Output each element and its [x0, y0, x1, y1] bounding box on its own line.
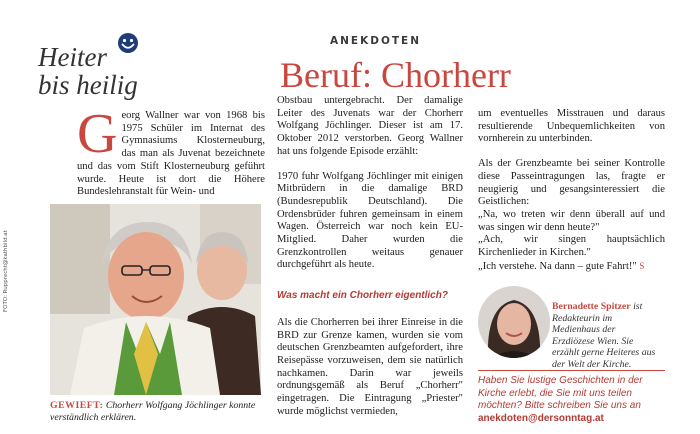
subheading: Was macht ein Chorherr eigentlich?: [277, 290, 448, 302]
smiley-icon: [117, 32, 139, 54]
paragraph: Obstbau untergebracht. Der damalige Leiter des Juvenats war der Chorherr Wolfgang Jöchlinger. Dieser ist am 17. Oktober 2012 verstorben. Georg Wallner hat uns folgende Episode erzählt:: [277, 95, 463, 157]
author-description: ist Redakteurin im Medienhaus der Erzdiözese Wien. Sie erzählt gerne Heiteres aus der Welt der Kirche.: [552, 301, 656, 370]
caption-text: Chorherr Wolfgang Jöchlinger konnte verständlich erklären.: [50, 400, 256, 423]
author-name: Bernadette Spitzer: [552, 301, 631, 312]
paragraph: Als der Grenzbeamte bei seiner Kontrolle diese Passeintragungen las, fragte er neugierig und gesangsinteressiert die Geistlichen:: [478, 158, 665, 208]
paragraph: Als die Chorherren bei ihrer Einreise in die BRD zur Grenze kamen, wurden sie vom deutschen Grenzbeamten aufgefordert, ihre Reisepässe vorzuweisen, dem sie natürlich nachkamen. Darin war jeweils ordnungsgemäß als Beruf „Chorherr" eingetragen. Die Eintragung „Priester" wurde möglichst vermieden,: [277, 316, 463, 417]
reader-call-to-action: [478, 375, 668, 425]
quote: „Ach, wir singen hauptsächlich Kirchenlieder in Kirchen.": [478, 234, 665, 259]
article-column-3: [478, 108, 665, 273]
article-headline: Beruf: Chorherr: [280, 55, 511, 95]
quote: „Na, wo treten wir denn überall auf und was singen wir denn heute?": [478, 208, 665, 233]
section-kicker: ANEKDOTEN: [330, 35, 421, 47]
cta-text: Haben Sie lustige Geschichten in der Kirche erlebt, die Sie mit uns teilen möchten? Bitte schreiben Sie uns an: [478, 375, 643, 411]
contact-email-link[interactable]: anekdoten@dersonntag.at: [478, 412, 604, 424]
photo-credit: FOTO: Rupprecht@kathbild.at: [3, 230, 9, 312]
author-photo: [478, 286, 550, 358]
logo-line-2: bis heilig: [38, 70, 138, 100]
drop-cap: G: [77, 103, 118, 165]
article-column-2: [277, 95, 463, 418]
logo-line-1: Heiter: [38, 42, 107, 72]
paragraph: 1970 fuhr Wolfgang Jöchlinger mit einigen Mitbrüdern in die damalige BRD (Bundesrepublik Deutschland). Die Ordensbrüder fuhren gemeinsam in einem Wagen. Österreich war noch kein EU-Mitglied. Daher wurden die Grenzkontrollen weitaus genauer durchgeführt als heute.: [277, 170, 463, 271]
article-photo: [50, 204, 261, 395]
author-bio: [552, 301, 660, 371]
divider: [478, 370, 665, 371]
end-mark-icon: S: [639, 260, 645, 271]
caption-label: GEWIEFT:: [50, 400, 104, 411]
intro-paragraph: eorg Wallner war von 1968 bis 1975 Schüler im Internat des Gymnasiums Klosterneuburg, das man als Juvenat bezeichnete und das vom Stift Klosterneuburg geführt wurde. Heute ist dort die Höhere Bundeslehranstalt für Wein- und: [77, 110, 265, 198]
photo-caption: [50, 400, 265, 424]
quote: „Ich verstehe. Na dann – gute Fahrt!": [478, 260, 637, 272]
article-column-1: [77, 103, 265, 199]
paragraph: um eventuelles Misstrauen und daraus resultierende Unbequemlichkeiten von vornherein zu unterbinden.: [478, 108, 665, 145]
